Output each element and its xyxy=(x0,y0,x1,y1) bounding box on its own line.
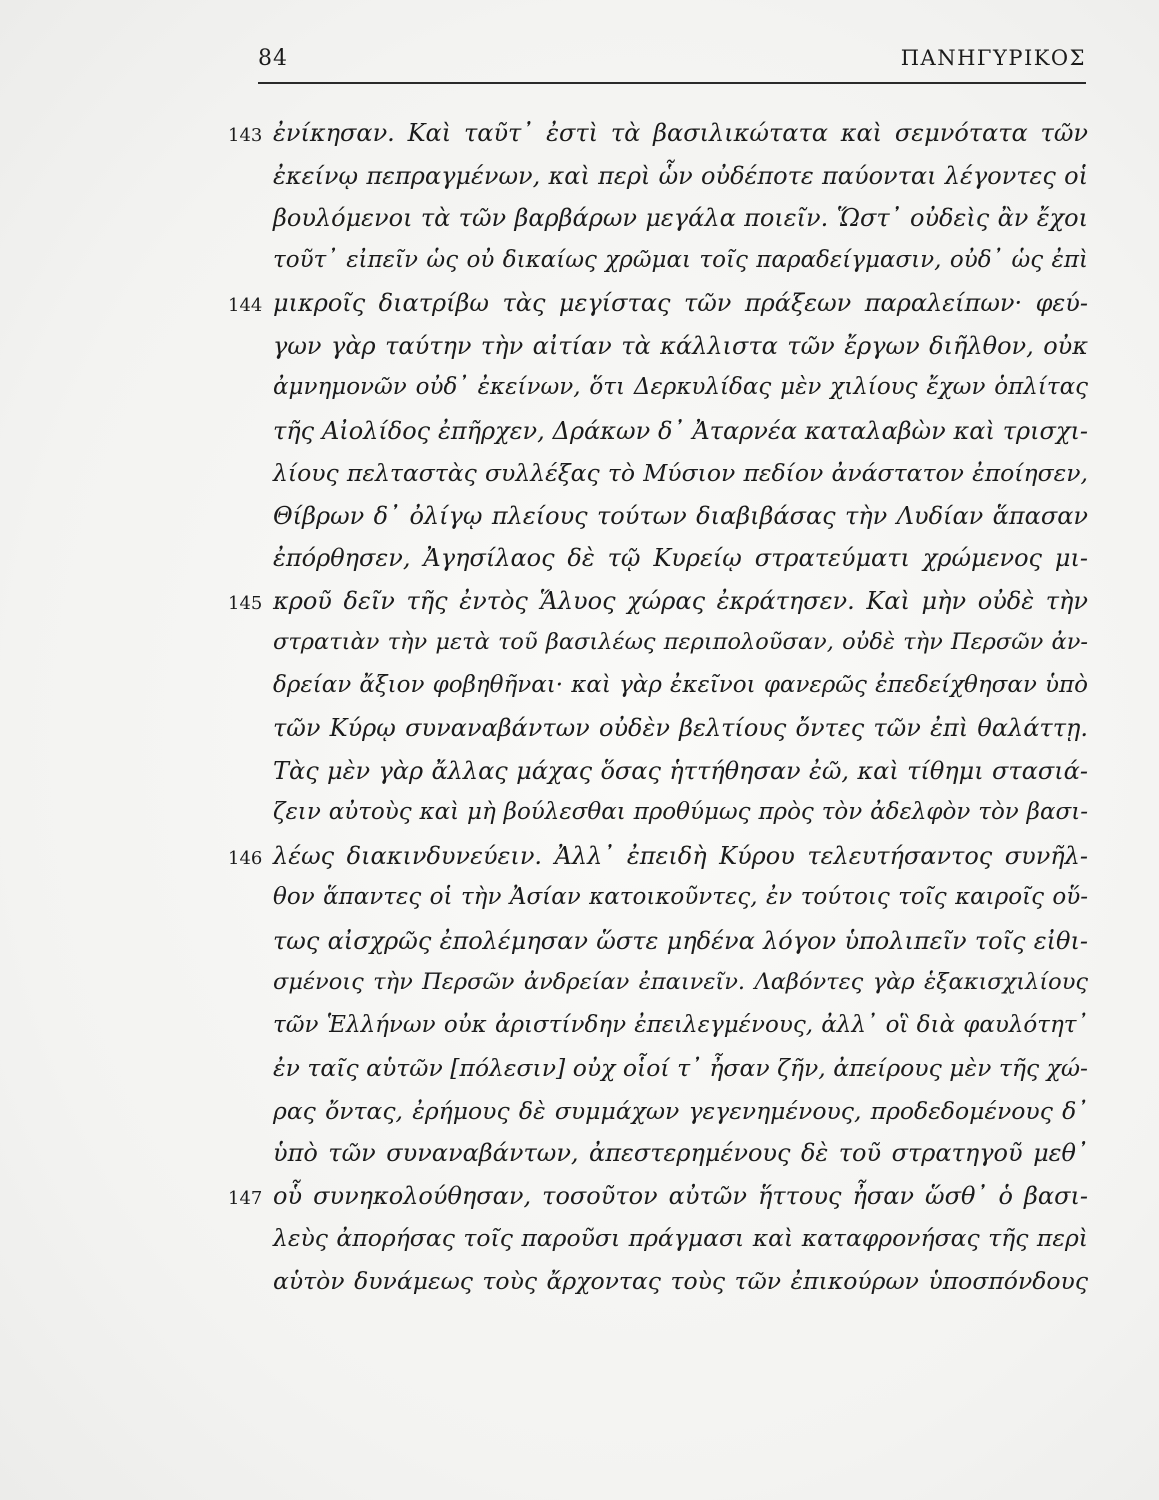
line-text: βουλόμενοι τὰ τῶν βαρβάρων μεγάλα ποιεῖν. Ὥστ᾽ οὐδεὶς ἂν ἔχοι xyxy=(273,204,1088,232)
section-number: 146 xyxy=(228,847,263,869)
line-text: ἐκείνῳ πεπραγμένων, καὶ περὶ ὧν οὐδέποτε παύονται λέγοντες οἱ xyxy=(273,161,1088,190)
text-line xyxy=(0,368,1159,411)
text-line xyxy=(0,878,1159,921)
text-line xyxy=(0,156,1159,199)
text-line xyxy=(0,581,1159,624)
line-text: στρατιὰν τὴν μετὰ τοῦ βασιλέως περιπολοῦσαν, οὐδὲ τὴν Περσῶν ἀν- xyxy=(273,629,1088,655)
line-text: τῆς Αἰολίδος ἐπῆρχεν, Δράκων δ᾽ Ἀταρνέα καταλαβὼν καὶ τρισχι- xyxy=(273,416,1088,445)
text-line xyxy=(0,113,1159,156)
line-text: ὑπὸ τῶν συναναβάντων, ἀπεστερημένους δὲ τοῦ στρατηγοῦ μεθ᾽ xyxy=(273,1139,1088,1167)
line-text: τοῦτ᾽ εἰπεῖν ὡς οὐ δικαίως χρῶμαι τοῖς παραδείγμασιν, οὐδ᾽ ὡς ἐπὶ xyxy=(273,246,1088,273)
line-text: τῶν Ἑλλήνων οὐκ ἀριστίνδην ἐπειλεγμένους, ἀλλ᾽ οἳ διὰ φαυλότητ᾽ xyxy=(273,1011,1088,1038)
line-text: τῶν Κύρῳ συναναβάντων οὐδὲν βελτίους ὄντες τῶν ἐπὶ θαλάττῃ. xyxy=(273,714,1088,742)
text-line xyxy=(0,666,1159,709)
line-text: μικροῖς διατρίβω τὰς μεγίστας τῶν πράξεων παραλείπων· φεύ- xyxy=(273,289,1088,317)
text-line xyxy=(0,1133,1159,1176)
line-text: κροῦ δεῖν τῆς ἐντὸς Ἅλυος χώρας ἐκράτησεν. Καὶ μὴν οὐδὲ τὴν xyxy=(273,586,1088,615)
text-line xyxy=(0,453,1159,496)
section-number: 145 xyxy=(228,592,263,614)
line-text: ζειν αὐτοὺς καὶ μὴ βούλεσθαι προθύμως πρὸς τὸν ἀδελφὸν τὸν βασι- xyxy=(273,799,1088,825)
text-line xyxy=(0,198,1159,241)
line-text: ἀμνημονῶν οὐδ᾽ ἐκείνων, ὅτι Δερκυλίδας μὲν χιλίους ἔχων ὁπλίτας xyxy=(273,374,1088,400)
line-text: τως αἰσχρῶς ἐπολέμησαν ὥστε μηδένα λόγον ὑπολιπεῖν τοῖς εἰθι- xyxy=(273,926,1088,955)
text-line xyxy=(0,1218,1159,1261)
greek-text-body xyxy=(0,113,1159,1303)
line-text: ἐν ταῖς αὑτῶν [πόλεσιν] οὐχ οἷοί τ᾽ ἦσαν ζῆν, ἀπείρους μὲν τῆς χώ- xyxy=(273,1054,1088,1082)
line-text: οὗ συνηκολούθησαν, τοσοῦτον αὐτῶν ἥττους ἦσαν ὥσθ᾽ ὁ βασι- xyxy=(273,1181,1088,1210)
line-text: λίους πελταστὰς συλλέξας τὸ Μύσιον πεδίον ἀνάστατον ἐποίησεν, xyxy=(273,459,1088,487)
section-number: 143 xyxy=(228,125,263,146)
line-text: Τὰς μὲν γὰρ ἄλλας μάχας ὅσας ἡττήθησαν ἐῶ, καὶ τίθημι στασιά- xyxy=(273,756,1088,785)
line-text: αὑτὸν δυνάμεως τοὺς ἄρχοντας τοὺς τῶν ἐπικούρων ὑποσπόνδους xyxy=(273,1266,1088,1295)
section-number: 144 xyxy=(228,295,263,316)
text-line xyxy=(0,538,1159,581)
text-line xyxy=(0,1261,1159,1304)
text-line xyxy=(0,241,1159,284)
line-text: Θίβρων δ᾽ ὀλίγῳ πλείους τούτων διαβιβάσας τὴν Λυδίαν ἅπασαν xyxy=(273,501,1088,530)
text-line xyxy=(0,836,1159,879)
page-header xyxy=(258,42,1086,84)
running-title: ΠΑΝΗΓΥΡΙΚΟΣ xyxy=(900,46,1086,70)
text-line xyxy=(0,1048,1159,1091)
text-line xyxy=(0,411,1159,454)
text-line xyxy=(0,1006,1159,1049)
text-line xyxy=(0,1091,1159,1134)
text-line xyxy=(0,963,1159,1006)
text-line xyxy=(0,326,1159,369)
text-line xyxy=(0,496,1159,539)
line-text: ἐπόρθησεν, Ἀγησίλαος δὲ τῷ Κυρείῳ στρατεύματι χρώμενος μι- xyxy=(273,544,1088,572)
text-line xyxy=(0,793,1159,836)
line-text: ρας ὄντας, ἐρήμους δὲ συμμάχων γεγενημένους, προδεδομένους δ᾽ xyxy=(273,1096,1088,1125)
section-number: 147 xyxy=(228,1187,263,1209)
text-line xyxy=(0,283,1159,326)
text-line xyxy=(0,751,1159,794)
page-number: 84 xyxy=(258,46,288,71)
line-text: λέως διακινδυνεύειν. Ἀλλ᾽ ἐπειδὴ Κύρου τελευτήσαντος συνῆλ- xyxy=(273,841,1088,870)
text-line xyxy=(0,708,1159,751)
line-text: γων γὰρ ταύτην τὴν αἰτίαν τὰ κάλλιστα τῶν ἔργων διῆλθον, οὐκ xyxy=(273,331,1088,360)
line-text: λεὺς ἀπορήσας τοῖς παροῦσι πράγμασι καὶ καταφρονήσας τῆς περὶ xyxy=(273,1224,1088,1252)
line-text: ἐνίκησαν. Καὶ ταῦτ᾽ ἐστὶ τὰ βασιλικώτατα καὶ σεμνότατα τῶν xyxy=(273,119,1088,147)
line-text: σμένοις τὴν Περσῶν ἀνδρείαν ἐπαινεῖν. Λαβόντες γὰρ ἑξακισχιλίους xyxy=(273,969,1088,995)
text-line xyxy=(0,623,1159,666)
text-line xyxy=(0,921,1159,964)
line-text: θον ἅπαντες οἱ τὴν Ἀσίαν κατοικοῦντες, ἐν τούτοις τοῖς καιροῖς οὕ- xyxy=(273,884,1088,910)
text-line xyxy=(0,1176,1159,1219)
line-text: δρείαν ἄξιον φοβηθῆναι· καὶ γὰρ ἐκεῖνοι φανερῶς ἐπεδείχθησαν ὑπὸ xyxy=(273,671,1088,698)
